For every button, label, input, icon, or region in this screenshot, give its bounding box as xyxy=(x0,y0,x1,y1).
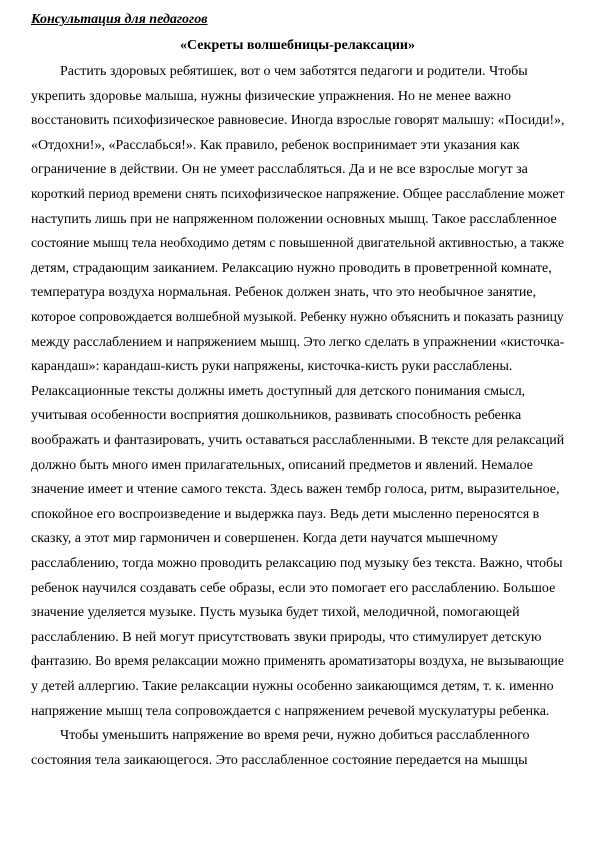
body-line: расслаблению, тогда можно проводить релаксацию под музыку без текста. Важно, чтобы xyxy=(31,556,563,571)
body-line: сказку, а этот мир гармоничен и совершенен. Когда дети научатся мышечному xyxy=(31,531,499,547)
body-line: которое сопровождается волшебной музыкой. Ребенку нужно объяснить и показать разницу xyxy=(31,310,564,325)
body-line: спокойное его воспроизведение и выдержка пауз. Ведь дети мысленно переносятся в xyxy=(31,506,540,522)
body-line: восстановить психофизическое равновесие. Иногда взрослые говорят малышу: «Посиди!», xyxy=(31,113,565,129)
body-line: расслаблению. В ней могут присутствовать звуки природы, что стимулирует детскую xyxy=(31,629,542,645)
body-line: Релаксационные тексты должны иметь доступный для детского понимания смысл, xyxy=(31,383,526,399)
body-line: состояния тела заикающегося. Это расслабленное состояние передается на мышцы xyxy=(31,752,528,768)
body-line: детям, страдающим заиканием. Релаксацию нужно проводить в проветренной комнате, xyxy=(31,260,552,276)
body-line: у детей аллергию. Такие релаксации нужны особенно заикающимся детям, т. к. именно xyxy=(31,679,554,694)
body-line: должно быть много имен прилагательных, описаний предметов и явлений. Немалое xyxy=(31,457,533,473)
document-title: «Секреты волшебницы-релаксации» xyxy=(180,38,415,53)
body-line: между расслаблением и напряжением мышц. Это легко сделать в упражнении «кисточка- xyxy=(31,334,565,350)
body-line: наступить лишь при не напряженном положении основных мышц. Такое расслабленное xyxy=(31,211,557,227)
body-line: ограничение в действии. Он не умеет расслабляться. Да и не все взрослые могут за xyxy=(31,162,528,178)
body-line: воображать и фантазировать, учить оставаться расслабленными. В тексте для релаксаций xyxy=(31,433,565,448)
body-line: температура воздуха нормальная. Ребенок должен знать, что это необычное занятие, xyxy=(31,285,537,301)
body-line: значение имеет и чтение самого текста. Здесь важен тембр голоса, ритм, выразительное, xyxy=(31,482,560,498)
body-line: фантазию. Во время релаксации можно применять ароматизаторы воздуха, не вызывающие xyxy=(31,654,564,670)
body-line: напряжение мышц тела сопровождается с напряжением речевой мускулатуры ребенка. xyxy=(31,703,550,719)
document-header: Консультация для педагогов xyxy=(31,12,208,27)
body-line: короткий период времени снять психофизическое напряжение. Общее расслабление может xyxy=(31,187,565,202)
body-line: учитывая особенности восприятия дошкольников, развивать способность ребенка xyxy=(31,408,522,424)
body-line: Чтобы уменьшить напряжение во время речи, нужно добиться расслабленного xyxy=(60,728,530,744)
body-line: значение уделяется музыке. Пусть музыка будет тихой, мелодичной, помогающей xyxy=(31,605,520,621)
body-line: ребенок научился создавать себе образы, если это помогает его расслаблению. Большое xyxy=(31,580,556,596)
body-line: «Отдохни!», «Расслабься!». Как правило, ребенок воспринимает эти указания как xyxy=(31,137,520,153)
body-line: укрепить здоровье малыша, нужны физические упражнения. Но не менее важно xyxy=(31,88,512,104)
body-line: состояние мышц тела необходимо детям с повышенной двигательной активностью, а также xyxy=(31,236,565,252)
body-line: Растить здоровых ребятишек, вот о чем заботятся педагоги и родители. Чтобы xyxy=(60,64,528,79)
body-line: карандаш»: карандаш-кисть руки напряжены, кисточка-кисть руки расслаблены. xyxy=(31,359,513,375)
